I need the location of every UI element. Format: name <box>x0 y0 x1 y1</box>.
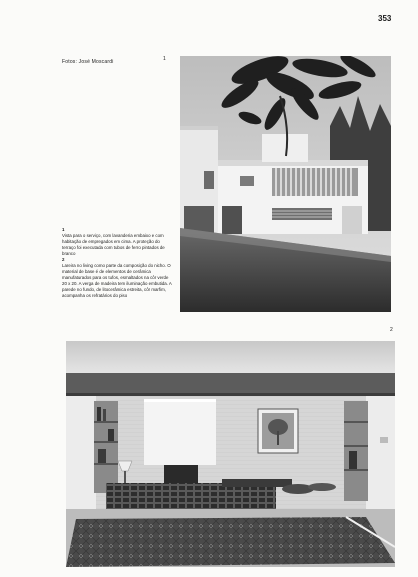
living-room-photo <box>66 341 395 567</box>
house-exterior-image <box>180 56 391 312</box>
caption-1-number: 1 <box>62 227 65 232</box>
caption-2-number: 2 <box>62 257 65 262</box>
caption-block <box>62 227 174 299</box>
figure-label-1: 1 <box>163 56 166 62</box>
page-number: 353 <box>378 14 392 23</box>
caption-2-text: Lareira no living como parte da composição do nicho. O material de base é de elementos de cerâmica manufaturados para os tufos, esmaltados na côr verde 20 x 20. A verga de madeira tem iluminação embutida. A parede no fundo, de litocerâmica estreita, côr marfim, acompanha os refratários do piso <box>62 263 172 298</box>
house-exterior-photo <box>180 56 391 312</box>
figure-label-2: 2 <box>390 327 393 333</box>
living-room-image <box>66 341 395 567</box>
photo-credit: Fotos: José Moscardi <box>62 59 114 65</box>
caption-1-text: Vista para o serviço, com lavanderia embaixo e com habitação de empregados em cima. A proteção do terraço foi executada com tubos de ferro pintados de branco <box>62 233 165 256</box>
